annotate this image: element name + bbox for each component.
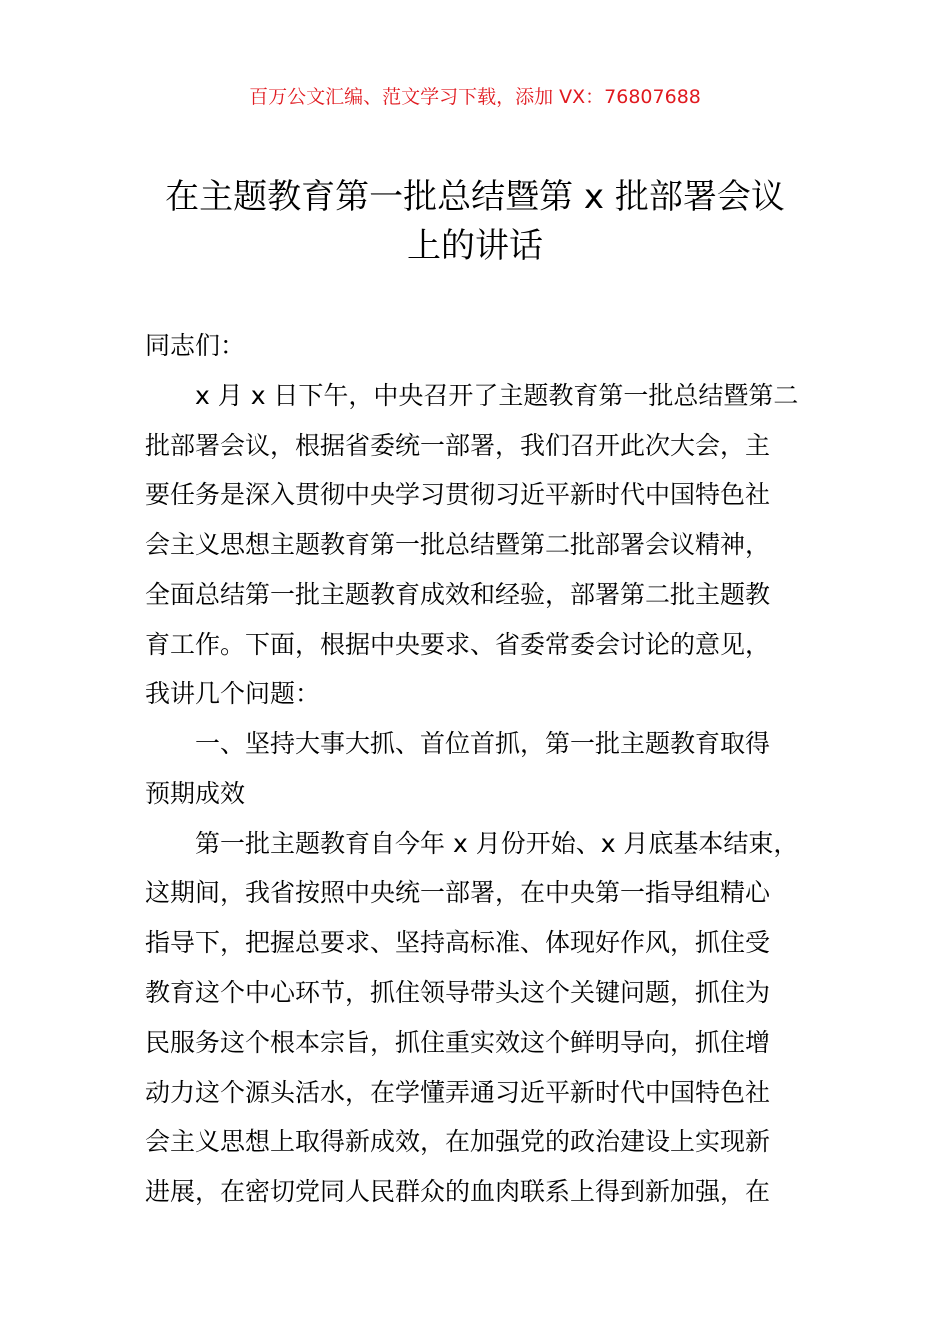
- paragraph-line: 会主义思想上取得新成效，在加强党的政治建设上实现新: [145, 1127, 771, 1156]
- paragraph-line: 进展，在密切党同人民群众的血肉联系上得到新加强，在: [145, 1177, 771, 1206]
- paragraph-line: 动力这个源头活水，在学懂弄通习近平新时代中国特色社: [145, 1078, 771, 1107]
- paragraph-line: 第一批主题教育自今年 x 月份开始、x 月底基本结束，: [195, 829, 799, 858]
- paragraph-line: 要任务是深入贯彻中央学习贯彻习近平新时代中国特色社: [145, 480, 771, 509]
- paragraph-line: 教育这个中心环节，抓住领导带头这个关键问题，抓住为: [145, 978, 771, 1007]
- paragraph-line: 批部署会议，根据省委统一部署，我们召开此次大会，主: [145, 431, 771, 460]
- document-title-line-1: 在主题教育第一批总结暨第 x 批部署会议: [165, 177, 785, 217]
- paragraph-line: 民服务这个根本宗旨，抓住重实效这个鲜明导向，抓住增: [145, 1028, 771, 1057]
- paragraph-line: 全面总结第一批主题教育成效和经验，部署第二批主题教: [145, 580, 771, 609]
- paragraph-line: 育工作。下面，根据中央要求、省委常委会讨论的意见，: [145, 630, 771, 659]
- paragraph-line: 会主义思想主题教育第一批总结暨第二批部署会议精神，: [145, 530, 771, 559]
- watermark-header: 百万公文汇编、范文学习下载，添加 VX：76807688: [249, 86, 701, 108]
- salutation: 同志们：: [145, 331, 246, 360]
- paragraph-line: x 月 x 日下午，中央召开了主题教育第一批总结暨第二: [195, 381, 799, 410]
- paragraph-line: 这期间，我省按照中央统一部署，在中央第一指导组精心: [145, 878, 771, 907]
- paragraph-line: 指导下，把握总要求、坚持高标准、体现好作风，抓住受: [145, 928, 771, 957]
- section-heading-line: 预期成效: [145, 779, 246, 808]
- paragraph-line: 我讲几个问题：: [145, 679, 321, 708]
- document-title-line-2: 上的讲话: [407, 226, 543, 266]
- section-heading-line: 一、坚持大事大抓、首位首抓，第一批主题教育取得: [195, 729, 771, 758]
